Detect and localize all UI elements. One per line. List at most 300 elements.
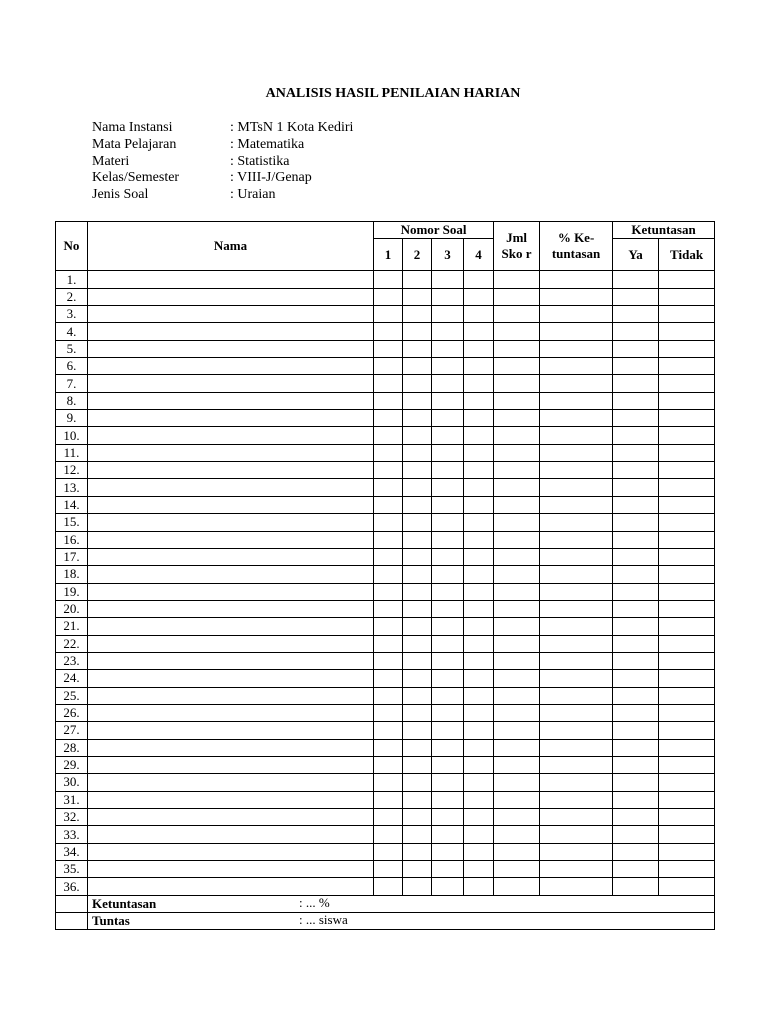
cell-tidak (659, 826, 715, 843)
cell-ya (613, 566, 659, 583)
header-soal-2: 2 (403, 239, 432, 271)
info-row-instansi (92, 120, 353, 137)
cell-nama (88, 670, 374, 687)
row-number: 3. (56, 306, 88, 323)
cell-soal-4 (464, 427, 494, 444)
cell-nama (88, 635, 374, 652)
cell-soal-2 (403, 826, 432, 843)
cell-soal-3 (432, 687, 464, 704)
cell-jml-skor (494, 652, 540, 669)
info-row-kelas (92, 170, 353, 187)
cell-ya (613, 375, 659, 392)
cell-soal-3 (432, 531, 464, 548)
cell-pct-ketuntasan (540, 756, 613, 773)
footer-label-ketuntasan: Ketuntasan (92, 895, 157, 911)
cell-ya (613, 288, 659, 305)
row-number: 16. (56, 531, 88, 548)
cell-tidak (659, 618, 715, 635)
table-row (56, 340, 715, 357)
cell-soal-2 (403, 531, 432, 548)
cell-nama (88, 618, 374, 635)
table-row (56, 288, 715, 305)
cell-pct-ketuntasan (540, 635, 613, 652)
cell-soal-2 (403, 496, 432, 513)
cell-soal-2 (403, 566, 432, 583)
cell-soal-2 (403, 427, 432, 444)
info-block (92, 120, 353, 204)
cell-nama (88, 410, 374, 427)
footer-value-tuntas: : ... siswa (299, 912, 348, 928)
cell-jml-skor (494, 600, 540, 617)
row-number: 7. (56, 375, 88, 392)
table-row (56, 687, 715, 704)
table-row (56, 358, 715, 375)
cell-pct-ketuntasan (540, 566, 613, 583)
table-row (56, 861, 715, 878)
cell-tidak (659, 600, 715, 617)
table-row (56, 756, 715, 773)
info-label: Nama Instansi (92, 120, 173, 135)
cell-pct-ketuntasan (540, 687, 613, 704)
cell-pct-ketuntasan (540, 548, 613, 565)
cell-ya (613, 427, 659, 444)
cell-soal-1 (374, 670, 403, 687)
table-row (56, 323, 715, 340)
footer-spacer (56, 895, 88, 912)
info-value: : Uraian (230, 187, 276, 203)
cell-soal-2 (403, 271, 432, 288)
analysis-table (55, 221, 715, 930)
cell-jml-skor (494, 323, 540, 340)
cell-soal-4 (464, 652, 494, 669)
table-row (56, 722, 715, 739)
table-row (56, 566, 715, 583)
cell-pct-ketuntasan (540, 774, 613, 791)
row-number: 30. (56, 774, 88, 791)
cell-soal-2 (403, 635, 432, 652)
cell-nama (88, 861, 374, 878)
cell-ya (613, 618, 659, 635)
cell-ya (613, 444, 659, 461)
row-number: 18. (56, 566, 88, 583)
cell-tidak (659, 774, 715, 791)
cell-soal-2 (403, 618, 432, 635)
cell-soal-4 (464, 306, 494, 323)
cell-tidak (659, 843, 715, 860)
cell-soal-1 (374, 479, 403, 496)
footer-value-ketuntasan: : ... % (299, 894, 330, 910)
cell-soal-4 (464, 583, 494, 600)
cell-soal-1 (374, 809, 403, 826)
cell-soal-2 (403, 479, 432, 496)
cell-jml-skor (494, 288, 540, 305)
cell-soal-3 (432, 826, 464, 843)
cell-soal-3 (432, 739, 464, 756)
cell-soal-2 (403, 462, 432, 479)
cell-soal-4 (464, 600, 494, 617)
cell-tidak (659, 496, 715, 513)
row-number: 14. (56, 496, 88, 513)
cell-soal-2 (403, 843, 432, 860)
cell-jml-skor (494, 687, 540, 704)
row-number: 17. (56, 548, 88, 565)
cell-pct-ketuntasan (540, 826, 613, 843)
cell-soal-4 (464, 375, 494, 392)
row-number: 15. (56, 514, 88, 531)
cell-ya (613, 410, 659, 427)
table-row (56, 444, 715, 461)
row-number: 6. (56, 358, 88, 375)
cell-tidak (659, 340, 715, 357)
row-number: 11. (56, 444, 88, 461)
row-number: 25. (56, 687, 88, 704)
row-number: 21. (56, 618, 88, 635)
cell-tidak (659, 704, 715, 721)
cell-tidak (659, 444, 715, 461)
row-number: 20. (56, 600, 88, 617)
cell-pct-ketuntasan (540, 323, 613, 340)
row-number: 32. (56, 809, 88, 826)
table-body (56, 271, 715, 895)
cell-pct-ketuntasan (540, 670, 613, 687)
cell-soal-3 (432, 496, 464, 513)
cell-soal-2 (403, 375, 432, 392)
cell-nama (88, 774, 374, 791)
cell-ya (613, 791, 659, 808)
cell-ya (613, 340, 659, 357)
cell-soal-2 (403, 861, 432, 878)
cell-tidak (659, 288, 715, 305)
cell-soal-4 (464, 704, 494, 721)
cell-jml-skor (494, 531, 540, 548)
cell-soal-1 (374, 774, 403, 791)
cell-soal-2 (403, 739, 432, 756)
cell-pct-ketuntasan (540, 375, 613, 392)
cell-soal-3 (432, 323, 464, 340)
header-no: No (56, 222, 88, 271)
cell-tidak (659, 722, 715, 739)
row-number: 33. (56, 826, 88, 843)
cell-tidak (659, 410, 715, 427)
cell-soal-1 (374, 392, 403, 409)
cell-nama (88, 548, 374, 565)
cell-pct-ketuntasan (540, 739, 613, 756)
cell-soal-2 (403, 444, 432, 461)
cell-soal-4 (464, 340, 494, 357)
cell-soal-1 (374, 618, 403, 635)
document-title: ANALISIS HASIL PENILAIAN HARIAN (265, 86, 521, 101)
cell-pct-ketuntasan (540, 514, 613, 531)
table-row (56, 514, 715, 531)
cell-soal-4 (464, 826, 494, 843)
cell-soal-4 (464, 479, 494, 496)
table-row (56, 635, 715, 652)
table-row (56, 878, 715, 895)
cell-soal-1 (374, 704, 403, 721)
table-row (56, 791, 715, 808)
cell-soal-3 (432, 444, 464, 461)
cell-soal-4 (464, 861, 494, 878)
table-row (56, 427, 715, 444)
cell-soal-3 (432, 479, 464, 496)
cell-tidak (659, 687, 715, 704)
cell-nama (88, 826, 374, 843)
cell-tidak (659, 878, 715, 895)
footer-row-tuntas (56, 913, 715, 930)
cell-tidak (659, 756, 715, 773)
cell-soal-2 (403, 774, 432, 791)
table-row (56, 583, 715, 600)
cell-tidak (659, 306, 715, 323)
cell-soal-1 (374, 843, 403, 860)
cell-soal-1 (374, 427, 403, 444)
cell-ya (613, 323, 659, 340)
cell-soal-1 (374, 288, 403, 305)
cell-tidak (659, 548, 715, 565)
cell-jml-skor (494, 410, 540, 427)
cell-ya (613, 809, 659, 826)
cell-tidak (659, 427, 715, 444)
cell-jml-skor (494, 548, 540, 565)
cell-soal-4 (464, 843, 494, 860)
cell-jml-skor (494, 444, 540, 461)
row-number: 22. (56, 635, 88, 652)
info-value: : VIII-J/Genap (230, 170, 312, 186)
table-row (56, 306, 715, 323)
cell-ya (613, 635, 659, 652)
cell-jml-skor (494, 635, 540, 652)
cell-soal-1 (374, 739, 403, 756)
cell-soal-3 (432, 548, 464, 565)
header-nama: Nama (88, 222, 374, 271)
table-row (56, 548, 715, 565)
cell-soal-1 (374, 323, 403, 340)
cell-ya (613, 652, 659, 669)
cell-pct-ketuntasan (540, 652, 613, 669)
row-number: 13. (56, 479, 88, 496)
cell-soal-4 (464, 618, 494, 635)
cell-tidak (659, 635, 715, 652)
cell-pct-ketuntasan (540, 722, 613, 739)
cell-soal-1 (374, 861, 403, 878)
cell-jml-skor (494, 722, 540, 739)
header-pct-ketuntasan: % Ke- tuntasan (540, 222, 613, 271)
cell-soal-3 (432, 704, 464, 721)
cell-jml-skor (494, 756, 540, 773)
cell-nama (88, 427, 374, 444)
table-row (56, 600, 715, 617)
cell-jml-skor (494, 809, 540, 826)
cell-jml-skor (494, 358, 540, 375)
cell-tidak (659, 791, 715, 808)
cell-ya (613, 878, 659, 895)
table-row (56, 271, 715, 288)
cell-soal-2 (403, 358, 432, 375)
cell-nama (88, 652, 374, 669)
cell-nama (88, 583, 374, 600)
footer-label-tuntas: Tuntas (92, 913, 130, 929)
cell-nama (88, 288, 374, 305)
cell-soal-1 (374, 722, 403, 739)
cell-nama (88, 756, 374, 773)
cell-soal-1 (374, 531, 403, 548)
cell-soal-2 (403, 340, 432, 357)
cell-tidak (659, 375, 715, 392)
cell-soal-3 (432, 375, 464, 392)
cell-pct-ketuntasan (540, 444, 613, 461)
cell-soal-1 (374, 566, 403, 583)
cell-pct-ketuntasan (540, 306, 613, 323)
cell-pct-ketuntasan (540, 340, 613, 357)
cell-soal-1 (374, 306, 403, 323)
footer-cell (88, 895, 715, 912)
cell-soal-4 (464, 410, 494, 427)
cell-ya (613, 826, 659, 843)
footer-row-ketuntasan (56, 895, 715, 912)
cell-jml-skor (494, 826, 540, 843)
cell-soal-4 (464, 288, 494, 305)
cell-soal-1 (374, 756, 403, 773)
row-number: 26. (56, 704, 88, 721)
table-row (56, 410, 715, 427)
cell-nama (88, 878, 374, 895)
cell-soal-2 (403, 878, 432, 895)
cell-pct-ketuntasan (540, 410, 613, 427)
cell-pct-ketuntasan (540, 288, 613, 305)
info-row-jenis-soal (92, 187, 353, 204)
cell-soal-3 (432, 618, 464, 635)
cell-jml-skor (494, 566, 540, 583)
cell-tidak (659, 462, 715, 479)
header-soal-1: 1 (374, 239, 403, 271)
cell-jml-skor (494, 375, 540, 392)
cell-nama (88, 722, 374, 739)
row-number: 27. (56, 722, 88, 739)
cell-soal-1 (374, 514, 403, 531)
cell-nama (88, 323, 374, 340)
cell-nama (88, 462, 374, 479)
cell-soal-2 (403, 288, 432, 305)
cell-soal-4 (464, 514, 494, 531)
cell-pct-ketuntasan (540, 791, 613, 808)
cell-soal-2 (403, 704, 432, 721)
cell-soal-3 (432, 566, 464, 583)
cell-soal-4 (464, 722, 494, 739)
cell-pct-ketuntasan (540, 704, 613, 721)
info-label: Kelas/Semester (92, 170, 180, 186)
cell-ya (613, 392, 659, 409)
cell-jml-skor (494, 704, 540, 721)
cell-soal-4 (464, 774, 494, 791)
header-ya: Ya (613, 239, 659, 271)
cell-ya (613, 358, 659, 375)
cell-soal-4 (464, 635, 494, 652)
cell-soal-3 (432, 774, 464, 791)
cell-soal-4 (464, 531, 494, 548)
cell-pct-ketuntasan (540, 462, 613, 479)
row-number: 10. (56, 427, 88, 444)
cell-jml-skor (494, 462, 540, 479)
cell-tidak (659, 809, 715, 826)
cell-nama (88, 479, 374, 496)
cell-soal-1 (374, 600, 403, 617)
cell-tidak (659, 271, 715, 288)
cell-soal-1 (374, 878, 403, 895)
cell-pct-ketuntasan (540, 861, 613, 878)
cell-ya (613, 514, 659, 531)
cell-soal-3 (432, 358, 464, 375)
cell-ya (613, 843, 659, 860)
cell-soal-4 (464, 462, 494, 479)
cell-jml-skor (494, 861, 540, 878)
cell-soal-2 (403, 791, 432, 808)
cell-tidak (659, 583, 715, 600)
info-label: Jenis Soal (92, 187, 149, 203)
cell-soal-3 (432, 809, 464, 826)
cell-pct-ketuntasan (540, 618, 613, 635)
cell-soal-3 (432, 306, 464, 323)
cell-ya (613, 600, 659, 617)
cell-soal-1 (374, 340, 403, 357)
cell-soal-4 (464, 878, 494, 895)
cell-nama (88, 392, 374, 409)
row-number: 28. (56, 739, 88, 756)
cell-soal-3 (432, 722, 464, 739)
table-row (56, 375, 715, 392)
cell-soal-2 (403, 652, 432, 669)
cell-ya (613, 548, 659, 565)
row-number: 1. (56, 271, 88, 288)
cell-soal-4 (464, 271, 494, 288)
row-number: 2. (56, 288, 88, 305)
cell-ya (613, 462, 659, 479)
cell-ya (613, 271, 659, 288)
cell-nama (88, 791, 374, 808)
cell-jml-skor (494, 427, 540, 444)
cell-nama (88, 739, 374, 756)
cell-soal-3 (432, 878, 464, 895)
cell-jml-skor (494, 878, 540, 895)
cell-ya (613, 479, 659, 496)
cell-soal-2 (403, 670, 432, 687)
cell-soal-1 (374, 410, 403, 427)
footer-spacer (56, 913, 88, 930)
cell-jml-skor (494, 670, 540, 687)
cell-pct-ketuntasan (540, 496, 613, 513)
cell-soal-4 (464, 323, 494, 340)
row-number: 19. (56, 583, 88, 600)
cell-soal-3 (432, 392, 464, 409)
cell-pct-ketuntasan (540, 392, 613, 409)
cell-pct-ketuntasan (540, 358, 613, 375)
cell-soal-2 (403, 410, 432, 427)
row-number: 31. (56, 791, 88, 808)
header-tidak: Tidak (659, 239, 715, 271)
cell-soal-1 (374, 358, 403, 375)
cell-soal-4 (464, 392, 494, 409)
cell-jml-skor (494, 271, 540, 288)
cell-nama (88, 566, 374, 583)
row-number: 23. (56, 652, 88, 669)
cell-nama (88, 306, 374, 323)
info-value: : MTsN 1 Kota Kediri (230, 120, 354, 135)
cell-soal-1 (374, 375, 403, 392)
cell-nama (88, 600, 374, 617)
cell-tidak (659, 479, 715, 496)
cell-ya (613, 531, 659, 548)
row-number: 35. (56, 861, 88, 878)
cell-pct-ketuntasan (540, 809, 613, 826)
